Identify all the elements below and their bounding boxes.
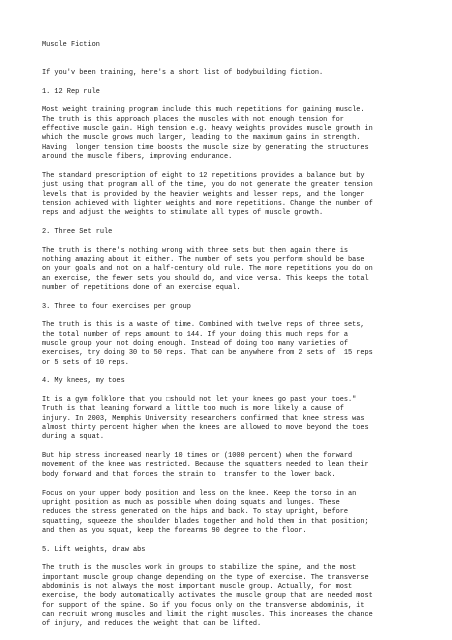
body-paragraph: The truth is this is a waste of time. Combined with twelve reps of three sets, the total number of reps amount to 144. If your doing this much reps for a muscle group your not doing enough. Instead of doing too many varieties of exercises, try doing 30 to 50 reps. That can be anywhere from 2 sets of 15 reps or 5 sets of 10 reps. <box>42 321 373 367</box>
section-heading: 2. Three Set rule <box>42 227 113 236</box>
body-paragraph: It is a gym folklore that you □should not let your knees go past your toes." Truth is that leaning forward a little too much is more likely a cause of injury. In 2003, Memphis University researchers confirmed that knee stress was almost thirty percent higher when the knees are allowed to move beyond the toes during a squat. <box>42 396 369 442</box>
section-heading: 1. 12 Rep rule <box>42 87 100 96</box>
section-heading: 3. Three to four exercises per group <box>42 302 191 311</box>
document-body <box>42 41 414 639</box>
body-paragraph: The standard prescription of eight to 12 repetitions provides a balance but by just using that program all of the time, you do not generate the greater tension levels that is provided by the heavier weights and lesser reps, and the longer tension achieved with lighter weights and more repetitions. Change the number of reps and adjust the weights to stimulate all types of muscle growth. <box>42 171 373 218</box>
body-paragraph: The truth is there's nothing wrong with three sets but then again there is nothing amazing about it either. The number of sets you perform should be base on your goals and not on a half-century old rule. The more repetitions you do on an exercise, the fewer sets you should do, and vice versa. This keeps the total number of repetitions done of an exercise equal. <box>42 246 373 292</box>
body-paragraph: Most weight training program include this much repetitions for gaining muscle. The truth is this approach places the muscles with not enough tension for effective muscle gain. High tension e.g. heavy weights provides muscle growth in which the muscle grows much larger, leading to the maximum gains in strength. Having longer tension time boosts the muscle size by generating the structures around the muscle fibers, improving endurance. <box>42 106 373 162</box>
body-paragraph: But hip stress increased nearly 10 times or (1000 percent) when the forward movement of the knee was restricted. Because the squatters needed to lean their body forward and that forces the strain to transfer to the lower back. <box>42 452 369 479</box>
body-paragraph: The truth is the muscles work in groups to stabilize the spine, and the most important muscle group change depending on the type of exercise. The transverse abdominis is not always the most important muscle group. Actually, for most exercise, the body automatically activates the muscle group that are needed most for support of the spine. So if you focus only on the transverse abdominis, it can recruit wrong muscles and limit the right muscles. This increases the chance of injury, and reduces the weight that can be lifted. <box>42 564 373 629</box>
body-paragraph: Focus on your upper body position and less on the knee. Keep the torso in an upright position as much as possible when doing squats and lunges. These reduces the stress generated on the hips and back. To stay upright, before squatting, squeeze the shoulder blades together and hold them in that position; and then as you squat, keep the forearms 90 degree to the floor. <box>42 489 369 535</box>
intro-paragraph: If you'v been training, here's a short list of bodybuilding fiction. <box>42 69 324 78</box>
section-heading: 4. My knees, my toes <box>42 377 125 386</box>
section-heading: 5. Lift weights, draw abs <box>42 545 146 554</box>
document-title: Muscle Fiction <box>42 41 100 49</box>
